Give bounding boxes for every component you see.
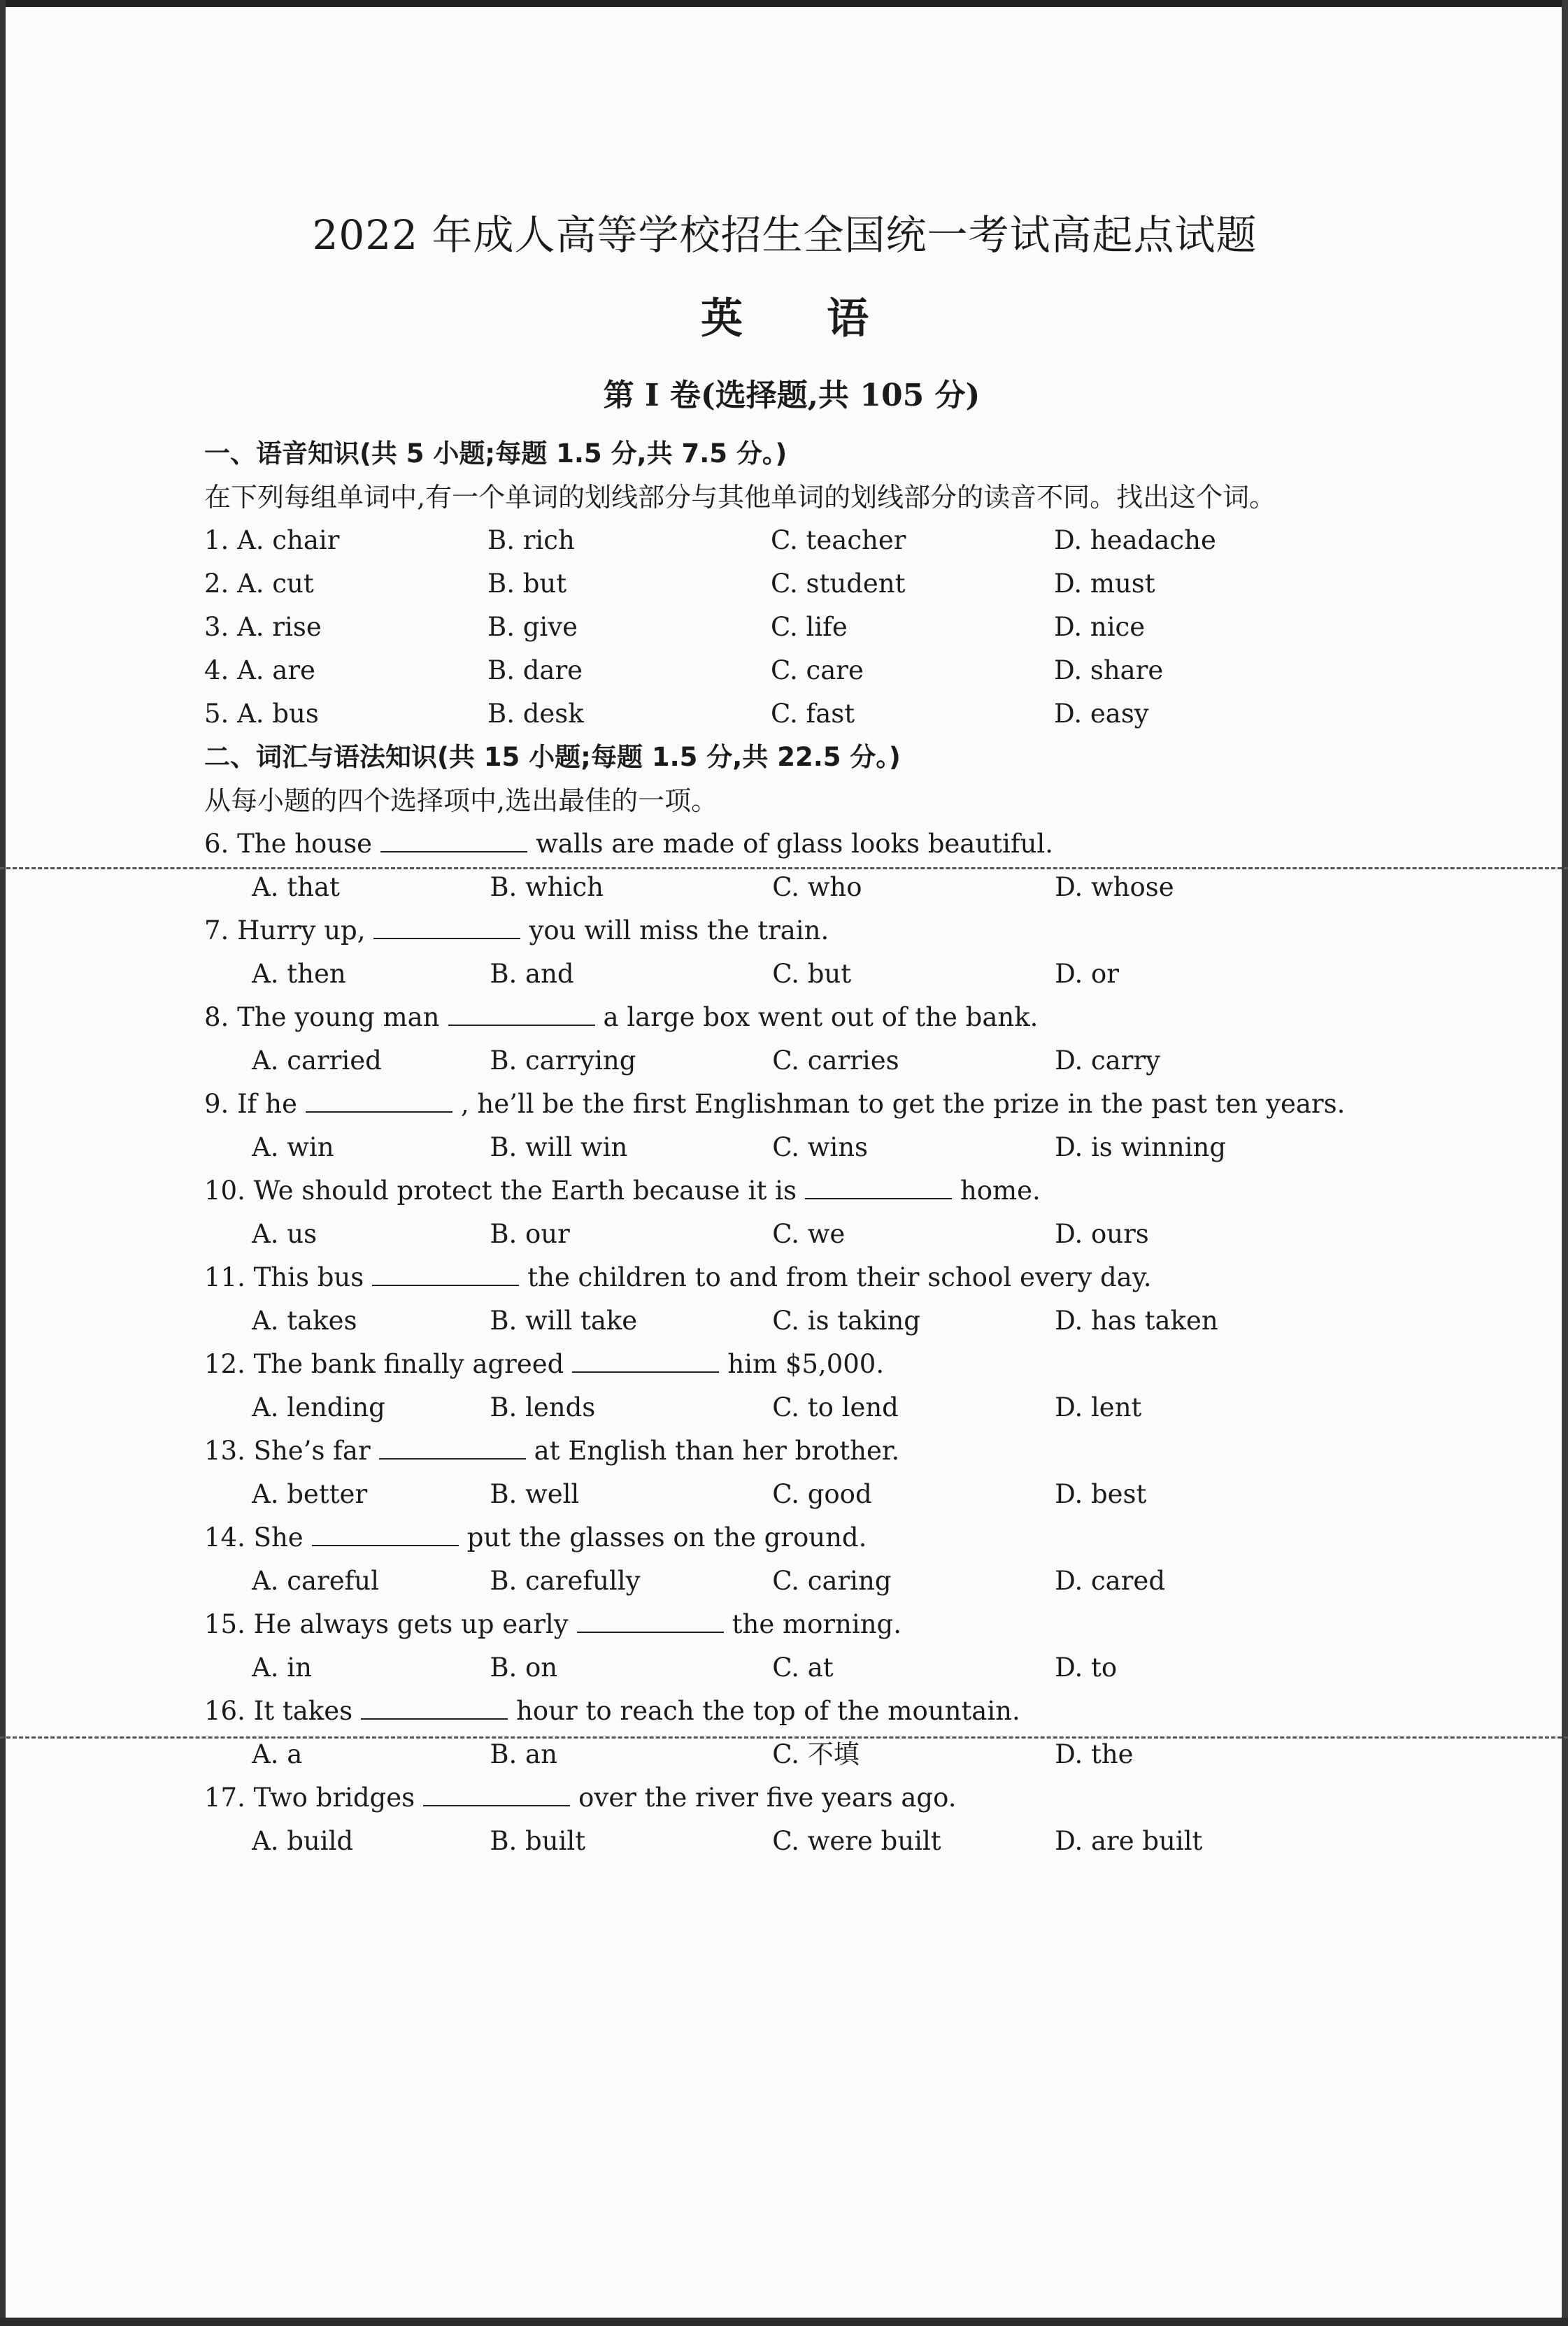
question-text: the children to and from their school every day. xyxy=(527,1262,1152,1292)
question-stem xyxy=(204,1169,1337,1213)
option: B. desk xyxy=(487,699,584,729)
option: D. whose xyxy=(1055,872,1174,902)
option: D. carry xyxy=(1055,1046,1161,1076)
answer-blank xyxy=(423,1784,570,1806)
phonetics-question xyxy=(204,649,1337,692)
answer-blank xyxy=(380,830,527,852)
answer-blank xyxy=(312,1524,459,1546)
question-text: 13. She’s far xyxy=(204,1436,371,1466)
subject-title: 英 语 xyxy=(701,294,890,343)
question-text: 9. If he xyxy=(204,1089,297,1119)
option: C. wins xyxy=(772,1132,869,1162)
option: 4. A. are xyxy=(204,655,315,685)
option: C. good xyxy=(772,1479,872,1509)
question-options xyxy=(204,1560,1337,1603)
option: A. better xyxy=(252,1479,368,1509)
question-text: home. xyxy=(960,1176,1041,1206)
option: 2. A. cut xyxy=(204,569,314,599)
scan-edge-right xyxy=(1562,0,1568,2326)
question-options xyxy=(204,1473,1337,1516)
section2-heading: 二、词汇与语法知识(共 15 小题;每题 1.5 分,共 22.5 分。) xyxy=(204,742,901,772)
answer-blank xyxy=(448,1004,595,1026)
option: B. dare xyxy=(487,655,583,685)
option: A. careful xyxy=(252,1566,379,1596)
section1-heading: 一、语音知识(共 5 小题;每题 1.5 分,共 7.5 分。) xyxy=(204,438,787,469)
answer-blank xyxy=(361,1697,508,1720)
question-stem xyxy=(204,822,1337,866)
answer-blank xyxy=(572,1350,719,1373)
option: B. built xyxy=(490,1826,586,1856)
option: 1. A. chair xyxy=(204,525,340,555)
question-stem xyxy=(204,996,1337,1039)
option: D. cared xyxy=(1055,1566,1166,1596)
option: B. carefully xyxy=(490,1566,641,1596)
answer-blank xyxy=(306,1090,452,1113)
option: D. the xyxy=(1055,1739,1134,1769)
option: D. nice xyxy=(1054,612,1146,642)
option: A. win xyxy=(252,1132,334,1162)
question-text: 15. He always gets up early xyxy=(204,1609,569,1639)
option: B. well xyxy=(490,1479,580,1509)
option: B. our xyxy=(490,1219,570,1249)
answer-blank xyxy=(372,1264,519,1286)
option: A. in xyxy=(252,1653,312,1683)
question-stem xyxy=(204,1256,1337,1299)
option: C. fast xyxy=(771,699,855,729)
question-stem xyxy=(204,1690,1337,1733)
option: C. student xyxy=(771,569,906,599)
option: A. that xyxy=(252,872,340,902)
question-options xyxy=(204,1039,1337,1083)
part-title: 第 I 卷(选择题,共 105 分) xyxy=(603,378,981,413)
phonetics-question xyxy=(204,519,1337,562)
scan-edge-left xyxy=(0,0,6,2326)
exam-page xyxy=(204,207,1346,1863)
question-text: him $5,000. xyxy=(727,1349,885,1379)
option: D. to xyxy=(1055,1653,1118,1683)
option: B. which xyxy=(490,872,604,902)
option: D. best xyxy=(1055,1479,1147,1509)
question-text: over the river five years ago. xyxy=(578,1783,957,1813)
option: B. give xyxy=(487,612,578,642)
question-text: a large box went out of the bank. xyxy=(603,1002,1039,1032)
question-options xyxy=(204,1820,1337,1863)
option: B. lends xyxy=(490,1392,596,1422)
question-text: walls are made of glass looks beautiful. xyxy=(536,829,1053,859)
grammar-questions xyxy=(204,822,1346,1863)
option: C. we xyxy=(772,1219,846,1249)
option: A. build xyxy=(252,1826,354,1856)
phonetics-question xyxy=(204,692,1337,736)
option: A. carried xyxy=(252,1046,382,1076)
question-options xyxy=(204,1213,1337,1256)
option: C. care xyxy=(771,655,864,685)
option: C. who xyxy=(772,872,862,902)
exam-title: 2022 年成人高等学校招生全国统一考试高起点试题 xyxy=(312,211,1257,259)
option: A. us xyxy=(252,1219,318,1249)
answer-blank xyxy=(577,1611,724,1633)
option: C. at xyxy=(772,1653,834,1683)
option: D. ours xyxy=(1055,1219,1149,1249)
option: D. headache xyxy=(1054,525,1216,555)
answer-blank xyxy=(805,1177,952,1199)
option: A. takes xyxy=(252,1306,357,1336)
question-stem xyxy=(204,1603,1337,1646)
question-text: 10. We should protect the Earth because it is xyxy=(204,1176,797,1206)
question-stem xyxy=(204,1516,1337,1560)
question-text: 6. The house xyxy=(204,829,373,859)
option: B. carrying xyxy=(490,1046,636,1076)
option: D. lent xyxy=(1055,1392,1142,1422)
question-text: 12. The bank finally agreed xyxy=(204,1349,564,1379)
section1-instruction: 在下列每组单词中,有一个单词的划线部分与其他单词的划线部分的读音不同。找出这个词。 xyxy=(204,482,1276,513)
option: D. easy xyxy=(1054,699,1149,729)
answer-blank xyxy=(373,917,520,939)
option: 3. A. rise xyxy=(204,612,322,642)
option: C. 不填 xyxy=(772,1739,860,1769)
question-stem xyxy=(204,1343,1337,1386)
option: C. were built xyxy=(772,1826,941,1856)
answer-blank xyxy=(379,1437,526,1460)
question-text: 17. Two bridges xyxy=(204,1783,415,1813)
option: B. will win xyxy=(490,1132,628,1162)
question-options xyxy=(204,1646,1337,1690)
option: D. is winning xyxy=(1055,1132,1227,1162)
question-options xyxy=(204,1386,1337,1429)
question-text: at English than her brother. xyxy=(534,1436,900,1466)
section2-instruction: 从每小题的四个选择项中,选出最佳的一项。 xyxy=(204,785,718,816)
question-stem xyxy=(204,1429,1337,1473)
question-text: , he’ll be the first Englishman to get the prize in the past ten years. xyxy=(460,1089,1346,1119)
option: C. to lend xyxy=(772,1392,899,1422)
option: D. share xyxy=(1054,655,1164,685)
question-text: the morning. xyxy=(732,1609,901,1639)
question-options xyxy=(204,866,1337,909)
question-text: 8. The young man xyxy=(204,1002,440,1032)
option: 5. A. bus xyxy=(204,699,319,729)
option: B. on xyxy=(490,1653,558,1683)
question-options xyxy=(204,1733,1337,1776)
question-options xyxy=(204,952,1337,996)
question-stem xyxy=(204,1776,1337,1820)
question-text: you will miss the train. xyxy=(529,915,829,946)
option: B. will take xyxy=(490,1306,638,1336)
question-options xyxy=(204,1299,1337,1343)
option: D. are built xyxy=(1055,1826,1203,1856)
phonetics-question xyxy=(204,562,1337,606)
option: B. but xyxy=(487,569,567,599)
question-stem xyxy=(204,1083,1346,1126)
option: C. teacher xyxy=(771,525,906,555)
option: D. has taken xyxy=(1055,1306,1218,1336)
question-text: put the glasses on the ground. xyxy=(466,1522,867,1553)
option: C. is taking xyxy=(772,1306,920,1336)
option: A. lending xyxy=(252,1392,385,1422)
question-text: 7. Hurry up, xyxy=(204,915,366,946)
scan-edge-bottom xyxy=(0,2318,1568,2326)
question-text: 11. This bus xyxy=(204,1262,364,1292)
option: A. then xyxy=(252,959,346,989)
option: B. an xyxy=(490,1739,557,1769)
question-text: 16. It takes xyxy=(204,1696,353,1726)
option: B. and xyxy=(490,959,574,989)
option: D. or xyxy=(1055,959,1119,989)
scan-edge-top xyxy=(0,0,1568,7)
question-stem xyxy=(204,909,1337,952)
question-text: 14. She xyxy=(204,1522,304,1553)
option: B. rich xyxy=(487,525,575,555)
question-text: hour to reach the top of the mountain. xyxy=(516,1696,1020,1726)
option: C. but xyxy=(772,959,852,989)
option: C. caring xyxy=(772,1566,892,1596)
phonetics-question xyxy=(204,606,1337,649)
option: D. must xyxy=(1054,569,1155,599)
option: C. life xyxy=(771,612,848,642)
option: A. a xyxy=(252,1739,303,1769)
question-options xyxy=(204,1126,1337,1169)
option: C. carries xyxy=(772,1046,899,1076)
